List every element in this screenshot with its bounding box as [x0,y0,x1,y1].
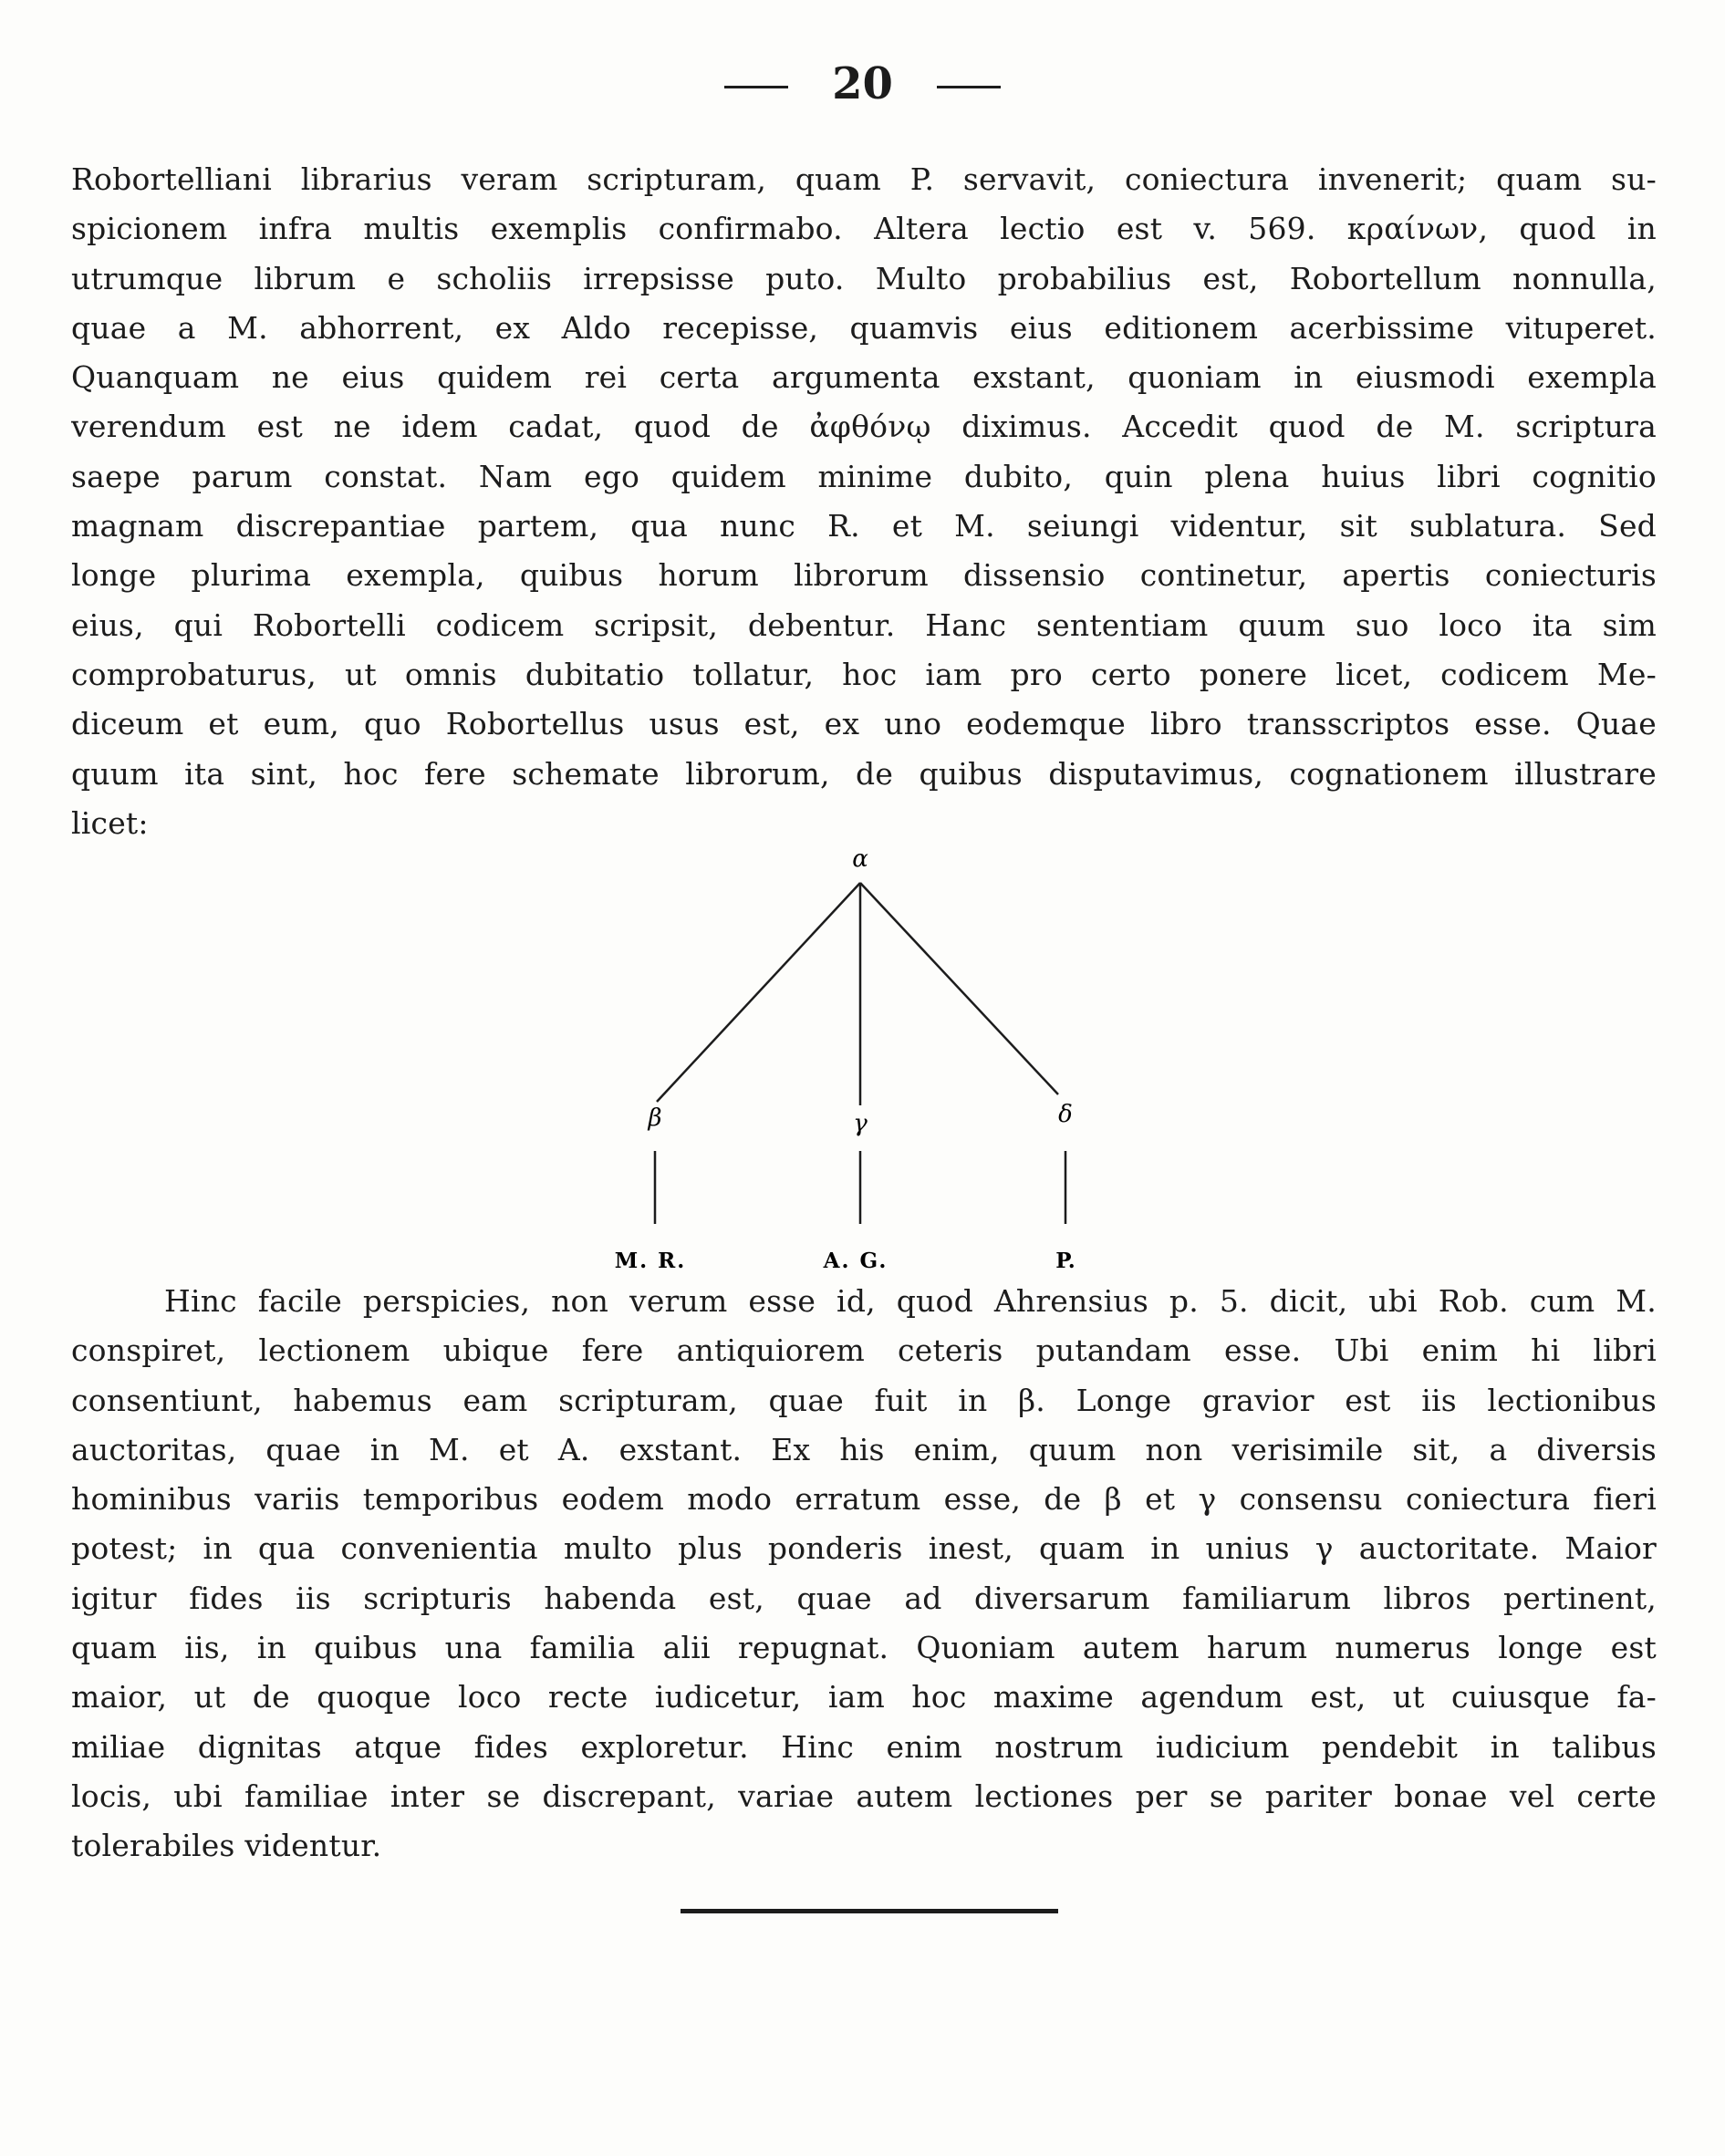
stemma-label-alpha: α [852,845,868,873]
text-line: conspiret, lectionem ubique fere antiquiorem ceteris putandam esse. Ubi enim hi libri [71,1332,1657,1369]
paragraph-2 [71,1277,1657,1871]
text-line: diceum et eum, quo Robortellus usus est, ex uno eodemque libro transscriptos esse. Quae [71,706,1657,742]
stemma-mss-beta: M. R. [614,1249,687,1273]
text-line: igitur fides iis scripturis habenda est, quae ad diversarum familiarum libros pertinent, [71,1580,1657,1616]
closing-rule [681,1909,1058,1913]
text-line: licet: [71,804,149,841]
text-line: verendum est ne idem cadat, quod de ἀφθόνῳ diximus. Accedit quod de M. scriptura [71,409,1657,445]
text-line: locis, ubi familiae inter se discrepant, variae autem lectiones per se pariter bonae vel certe [71,1778,1657,1814]
page-number: 20 [832,58,893,109]
text-line: Robortelliani librarius veram scripturam, quam P. servavit, coniectura invenerit; quam su- [71,161,1657,197]
stemma-label-beta: β [648,1104,662,1132]
text-line: spicionem infra multis exemplis confirmabo. Altera lectio est v. 569. κραίνων, quod in [71,211,1657,247]
text-line: auctoritas, quae in M. et A. exstant. Ex his enim, quum non verisimile sit, a diversis [71,1431,1657,1467]
text-line: hominibus variis temporibus eodem modo erratum esse, de β et γ consensu coniectura fieri [71,1481,1657,1518]
text-line: potest; in qua convenientia multo plus ponderis inest, quam in unius γ auctoritate. Maior [71,1530,1657,1567]
text-line: magnam discrepantiae partem, qua nunc R. et M. seiungi videntur, sit sublatura. Sed [71,508,1657,544]
stemma-mss-delta: P. [1055,1249,1076,1273]
text-line: longe plurima exempla, quibus horum librorum dissensio continetur, apertis coniecturis [71,557,1657,594]
text-line: quae a M. abhorrent, ex Aldo recepisse, quamvis eius editionem acerbissime vituperet. [71,309,1657,346]
text-line: quam iis, in quibus una familia alii repugnat. Quoniam autem harum numerus longe est [71,1630,1657,1666]
text-line: eius, qui Robortelli codicem scripsit, debentur. Hanc sententiam quum suo loco ita sim [71,606,1657,643]
stemma-label-gamma: γ [853,1110,868,1137]
text-line: tolerabiles videntur. [71,1828,382,1864]
stemma-mss-gamma: A. G. [823,1249,888,1273]
text-line: consentiunt, habemus eam scripturam, quae fuit in β. Longe gravior est iis lectionibus [71,1382,1657,1418]
stemma-line-alpha-delta [860,883,1058,1094]
stemma-line-alpha-beta [657,883,860,1102]
text-line: saepe parum constat. Nam ego quidem minime dubito, quin plena huius libri cognitio [71,458,1657,494]
text-line: Hinc facile perspicies, non verum esse id, quod Ahrensius p. 5. dicit, ubi Rob. cum M. [164,1283,1657,1319]
text-line: utrumque librum e scholiis irrepsisse puto. Multo probabilius est, Robortellum nonnulla, [71,260,1657,296]
text-line: maior, ut de quoque loco recte iudicetur, iam hoc maxime agendum est, ut cuiusque fa- [71,1679,1657,1715]
stemma-label-delta: δ [1058,1101,1073,1128]
text-line: miliae dignitas atque fides exploretur. Hinc enim nostrum iudicium pendebit in talibus [71,1728,1657,1765]
text-line: comprobaturus, ut omnis dubitatio tollatur, hoc iam pro certo ponere licet, codicem Me- [71,656,1657,692]
text-line: Quanquam ne eius quidem rei certa argumenta exstant, quoniam in eiusmodi exempla [71,359,1657,396]
text-line: quum ita sint, hoc fere schemate librorum, de quibus disputavimus, cognationem illustrare [71,755,1657,792]
